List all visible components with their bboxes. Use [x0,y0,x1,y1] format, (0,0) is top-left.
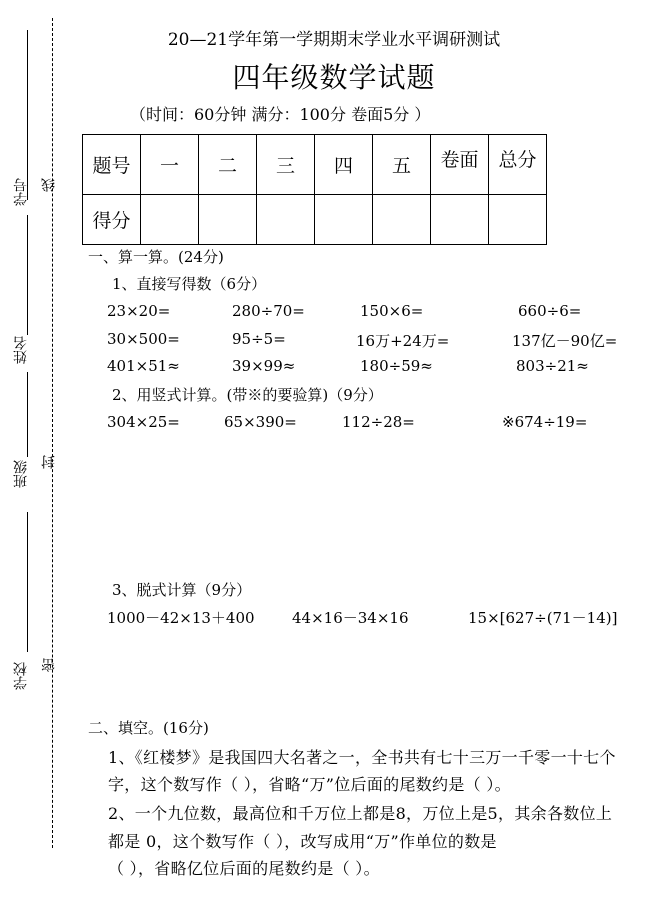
score-cell-q5: 五 [373,135,431,195]
calc-item: 280÷70= [232,302,305,320]
section2-title: 二、填空。(16分) [88,719,209,737]
part2-title: 2、用竖式计算。(带※的要验算)（9分） [112,386,383,404]
score-blank[interactable] [199,195,257,245]
score-table-score-row [83,195,547,245]
binding-line-2 [27,215,28,335]
binding-mark-line: 线 [41,178,57,192]
binding-mark-secret: 密 [41,658,57,672]
calc-item: 16万+24万= [356,332,450,350]
calc-item: 137亿－90亿= [512,332,618,350]
score-blank[interactable] [489,195,547,245]
score-row-label: 得分 [83,195,141,245]
vertical-calc-item: 304×25= [107,413,180,431]
score-cell-q3: 三 [257,135,315,195]
score-blank[interactable] [315,195,373,245]
score-cell-label: 题号 [83,135,141,195]
mixed-calc-item: 1000－42×13＋400 [107,609,255,627]
binding-label-class: 班级 [13,460,29,488]
calc-item: 30×500= [107,330,180,348]
binding-dashed-line [52,18,53,848]
score-cell-total: 总分 [489,135,547,195]
fill-q1-line2: 字，这个数写作（ ），省略“万”位后面的尾数约是（ ）。 [108,775,511,794]
score-cell-q1: 一 [141,135,199,195]
score-cell-q4: 四 [315,135,373,195]
score-blank[interactable] [431,195,489,245]
fill-q1-line1: 1、《红楼梦》是我国四大名著之一，全书共有七十三万一千零一十七个 [108,748,616,767]
calc-item: 660÷6= [518,302,582,320]
binding-label-name: 姓名 [13,336,29,364]
vertical-calc-item: 112÷28= [342,413,415,431]
part3-title: 3、脱式计算（9分） [112,581,252,599]
calc-item: 39×99≈ [232,357,296,375]
fill-q2-line1: 2、一个九位数，最高位和千万位上都是8，万位上是5，其余各数位上 [108,804,613,823]
calc-item: 23×20= [107,302,171,320]
exam-info: （时间：60分钟 满分：100分 卷面5分 ） [130,105,431,124]
section1-title: 一、算一算。(24分) [88,248,224,266]
mixed-calc-item: 15×[627÷(71－14)] [468,609,618,627]
calc-item: 803÷21≈ [516,357,589,375]
score-blank[interactable] [141,195,199,245]
fill-q2-line3: （ ），省略亿位后面的尾数约是（ ）。 [108,859,380,878]
calc-item: 180÷59≈ [360,357,433,375]
score-blank[interactable] [257,195,315,245]
calc-item: 401×51≈ [107,357,180,375]
binding-mark-seal: 封 [41,455,57,469]
part1-title: 1、直接写得数（6分） [112,275,267,293]
calc-item: 95÷5= [232,330,286,348]
binding-line-4 [27,512,28,652]
exam-title: 四年级数学试题 [232,61,436,94]
vertical-calc-item: 65×390= [224,413,297,431]
fill-q2-line2: 都是 0，这个数写作（ ），改写成用“万”作单位的数是 [108,832,497,851]
vertical-calc-item: ※674÷19= [502,413,588,431]
calc-item: 150×6= [360,302,424,320]
binding-line-3 [27,372,28,457]
score-cell-neatness: 卷面 [431,135,489,195]
binding-label-student-id: 学号 [13,178,29,206]
exam-subtitle: 20—21学年第一学期期末学业水平调研测试 [167,30,501,50]
binding-label-school: 学校 [13,662,29,690]
score-cell-q2: 二 [199,135,257,195]
score-blank[interactable] [373,195,431,245]
score-table-header-row [83,135,547,195]
score-table [82,134,547,245]
mixed-calc-item: 44×16－34×16 [292,609,409,627]
